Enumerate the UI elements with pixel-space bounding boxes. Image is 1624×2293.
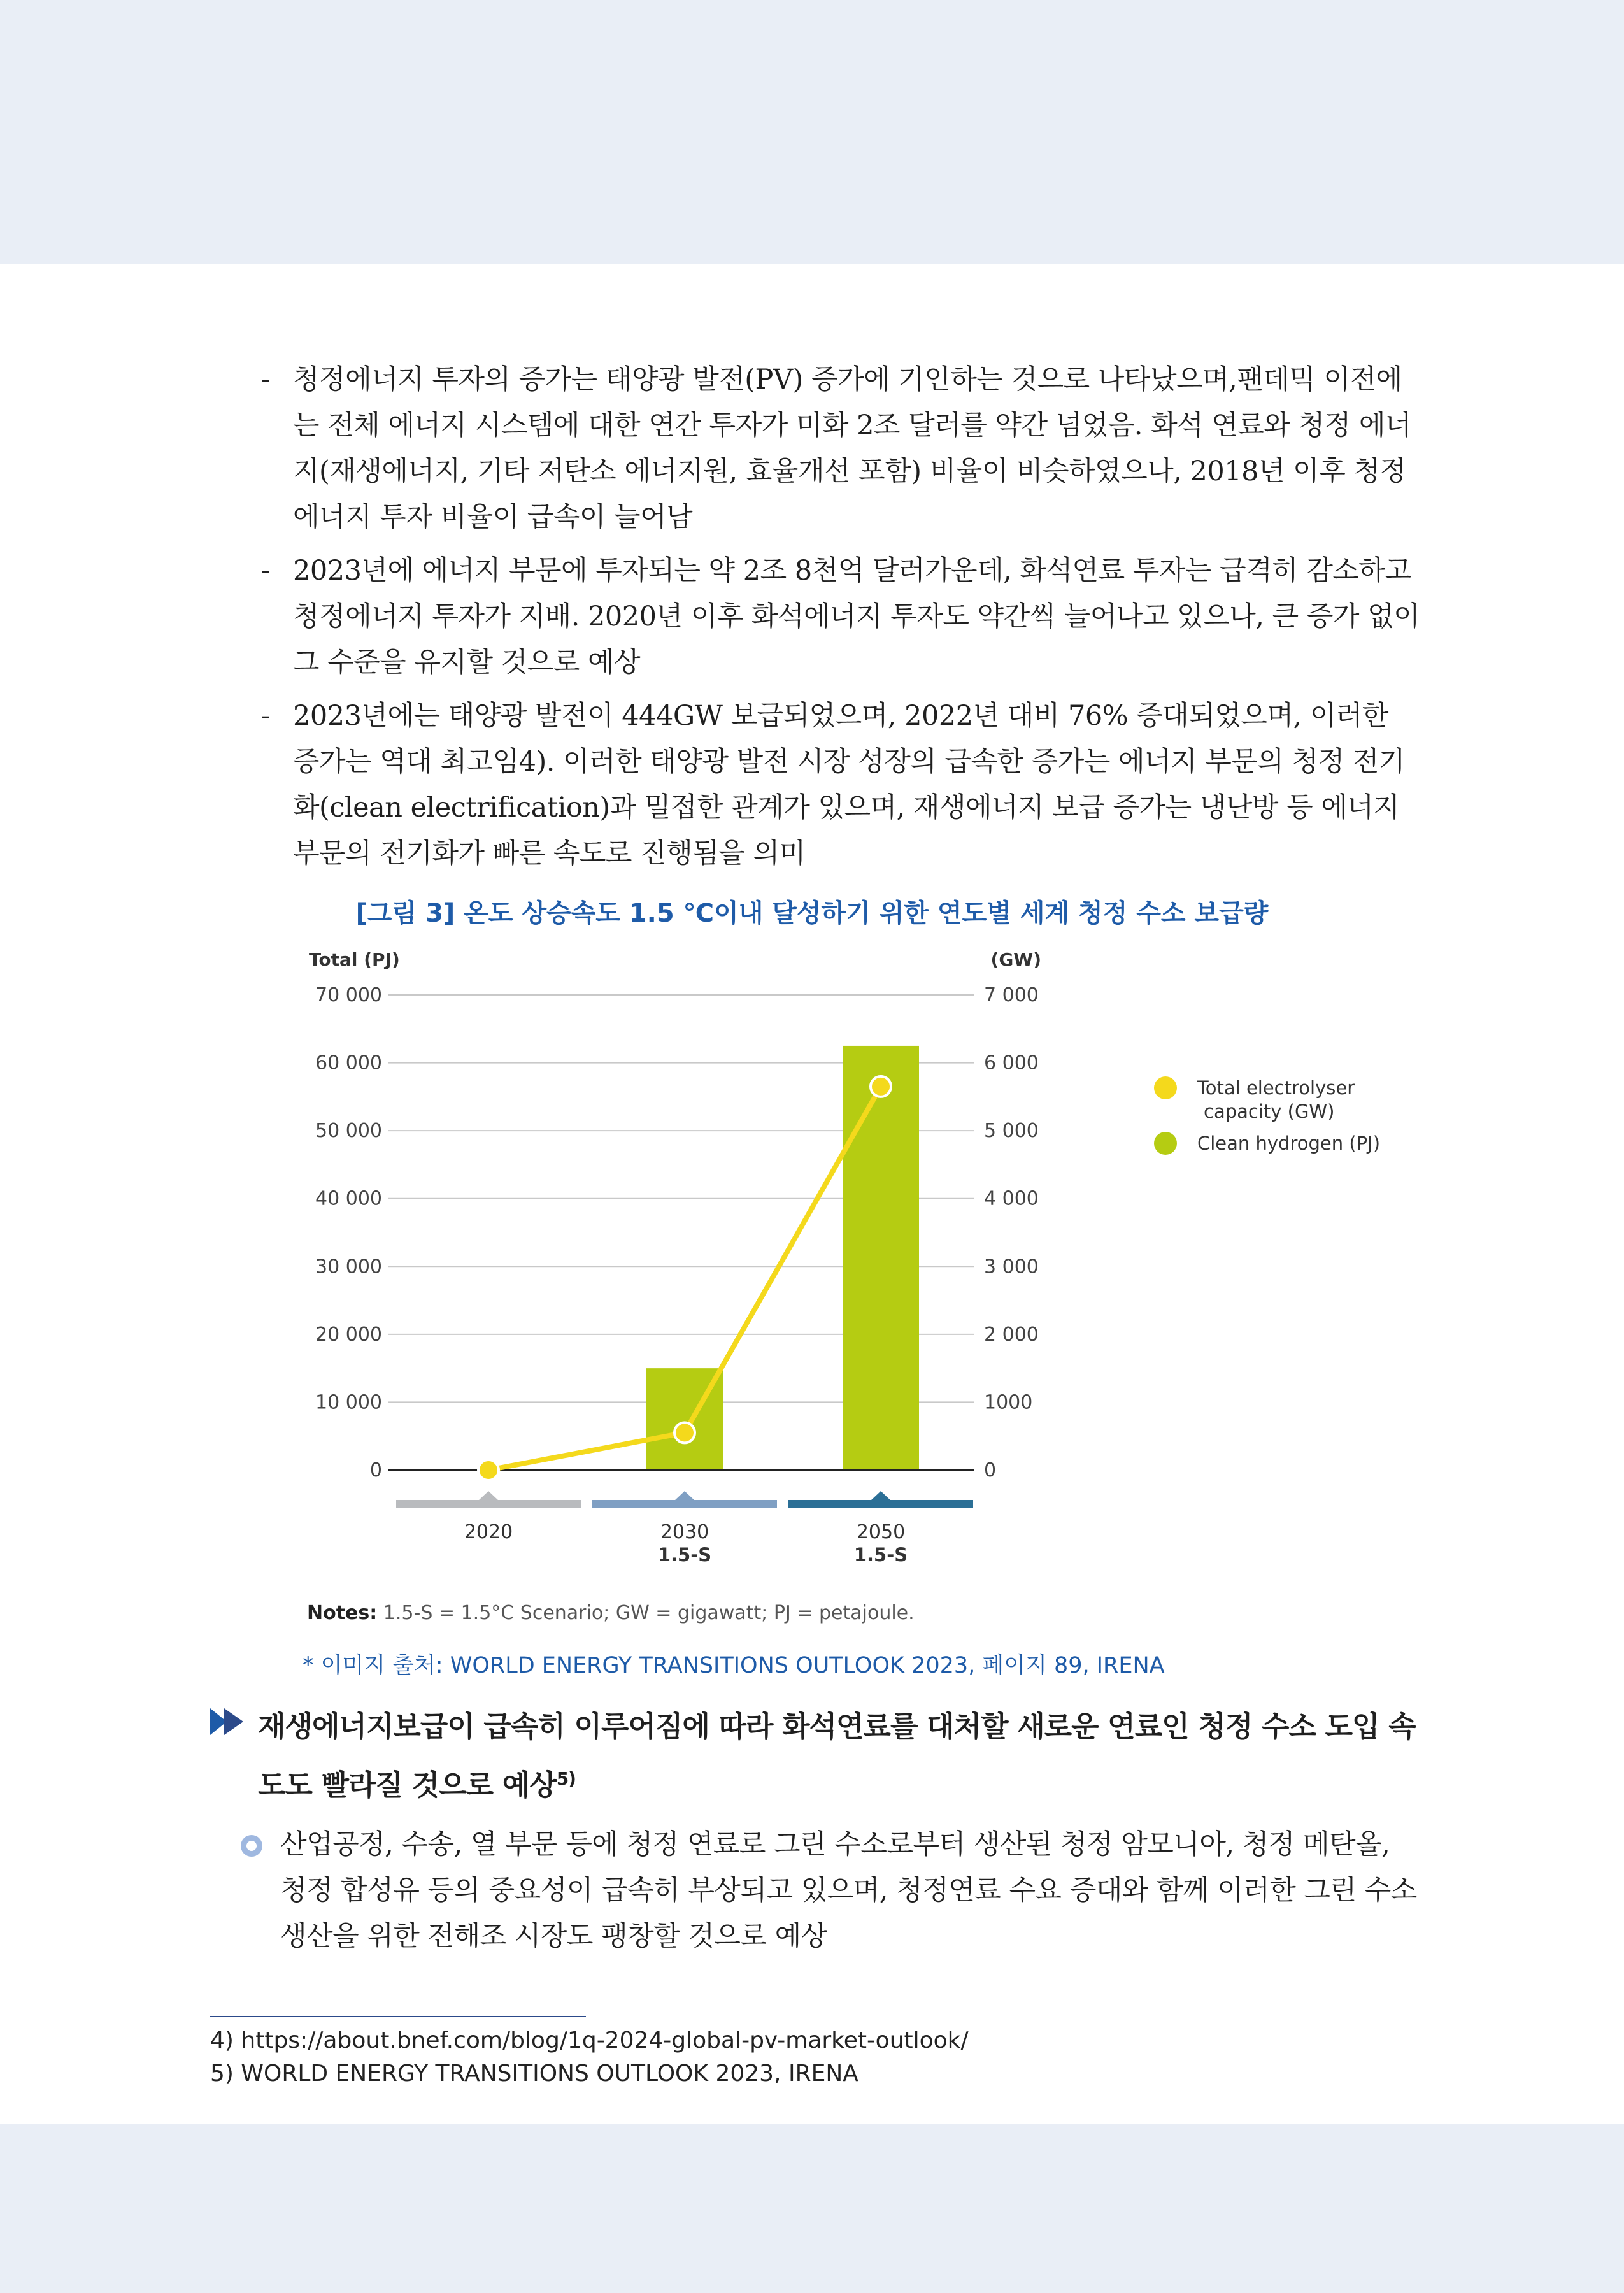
legend-swatch	[1154, 1132, 1177, 1155]
category-marker	[871, 1491, 891, 1501]
left-tick-label: 40 000	[315, 1187, 382, 1210]
left-tick-label: 60 000	[315, 1052, 382, 1075]
line-point	[478, 1460, 499, 1480]
footnotes	[210, 2024, 969, 2090]
left-tick-label: 50 000	[315, 1120, 382, 1143]
circle-bullet-text: 산업공정, 수송, 열 부문 등에 청정 연료로 그린 수소로부터 생산된 청정 암모니아, 청정 메탄올, 청정 합성유 등의 중요성이 급속히 부상되고 있으며, 청정연료 수요 증대와 함께 이러한 그린 수소생산을 위한 전해조 시장도 팽창할 것으로 예상	[280, 1829, 1417, 1952]
chart	[293, 943, 1439, 1631]
chart-svg	[293, 943, 1439, 1631]
line-point	[674, 1422, 695, 1443]
bullet-text: 청정에너지 투자의 증가는 태양광 발전(PV) 증가에 기인하는 것으로 나타났으며,팬데믹 이전에는 전체 에너지 시스템에 대한 연간 투자가 미화 2조 달러를 약간 넘었음. 화석 연료와 청정 에너지(재생에너지, 기타 저탄소 에너지원, 효율개선 포함) 비율이 비슷하였으나, 2018년 이후 청정에너지 투자 비율이 급속이 늘어남	[293, 364, 1411, 533]
category-label: 2030	[660, 1521, 709, 1543]
figure-caption: [그림 3] 온도 상승속도 1.5 ℃이내 달성하기 위한 연도별 세계 청정 수소 보급량	[355, 899, 1269, 928]
circle-bullet-icon	[239, 1833, 264, 1859]
legend-label: Clean hydrogen (PJ)	[1197, 1132, 1381, 1154]
line-point	[871, 1076, 891, 1097]
bottom-band	[0, 2124, 1624, 2293]
chart-notes: Notes: 1.5-S = 1.5°C Scenario; GW = gigawatt; PJ = petajoule.	[307, 1602, 915, 1624]
footnote-rule	[210, 2016, 586, 2017]
bullet-text: 2023년에 에너지 부문에 투자되는 약 2조 8천억 달러가운데, 화석연료 투자는 급격히 감소하고 청정에너지 투자가 지배. 2020년 이후 화석에너지 투자도 약간씩 늘어나고 있으나, 큰 증가 없이 그 수준을 유지할 것으로 예상	[293, 555, 1420, 678]
bullet-list	[261, 357, 1420, 884]
category-marker	[478, 1491, 499, 1501]
category-label: 2050	[856, 1521, 906, 1543]
bullet-item: - 2023년에 에너지 부문에 투자되는 약 2조 8천억 달러가운데, 화석연료 투자는 급격히 감소하고 청정에너지 투자가 지배. 2020년 이후 화석에너지 투자도 약간씩 늘어나고 있으나, 큰 증가 없이 그 수준을 유지할 것으로 예상	[261, 548, 1420, 685]
right-tick-label: 3 000	[984, 1255, 1039, 1278]
category-label: 2020	[464, 1521, 513, 1543]
footnote: 4) https://about.bnef.com/blog/1q-2024-global-pv-market-outlook/	[210, 2027, 969, 2054]
category-sublabel: 1.5-S	[853, 1544, 908, 1566]
right-tick-label: 6 000	[984, 1052, 1039, 1075]
double-arrow-icon	[210, 1706, 247, 1738]
right-axis-label: (GW)	[990, 949, 1041, 970]
legend-swatch	[1154, 1076, 1177, 1099]
left-axis-label: Total (PJ)	[309, 949, 400, 970]
right-tick-label: 7 000	[984, 984, 1039, 1006]
right-tick-label: 5 000	[984, 1120, 1039, 1143]
top-band	[0, 0, 1624, 264]
headline-text: 재생에너지보급이 급속히 이루어짐에 따라 화석연료를 대처할 새로운 연료인 청정 수소 도입 속도도 빨라질 것으로 예상	[258, 1710, 1416, 1802]
left-tick-label: 0	[369, 1459, 382, 1482]
bullet-item: - 청정에너지 투자의 증가는 태양광 발전(PV) 증가에 기인하는 것으로 나타났으며,팬데믹 이전에는 전체 에너지 시스템에 대한 연간 투자가 미화 2조 달러를 약간 넘었음. 화석 연료와 청정 에너지(재생에너지, 기타 저탄소 에너지원, 효율개선 포함) 비율이 비슷하였으나, 2018년 이후 청정에너지 투자 비율이 급속이 늘어남	[261, 357, 1420, 540]
legend-label: Total electrolyser	[1197, 1077, 1355, 1099]
headline-footnote-ref: 5)	[556, 1768, 576, 1789]
bar	[843, 1046, 919, 1470]
category-marker	[674, 1491, 695, 1501]
right-tick-label: 1000	[984, 1391, 1033, 1414]
bullet-text: 2023년에는 태양광 발전이 444GW 보급되었으며, 2022년 대비 76% 증대되었으며, 이러한 증가는 역대 최고임4). 이러한 태양광 발전 시장 성장의 급속한 증가는 에너지 부문의 청정 전기화(clean electrification)과 밀접한 관계가 있으며, 재생에너지 보급 증가는 냉난방 등 에너지 부문의 전기화가 빠른 속도로 진행됨을 의미	[293, 700, 1405, 869]
bullet-item: - 2023년에는 태양광 발전이 444GW 보급되었으며, 2022년 대비 76% 증대되었으며, 이러한 증가는 역대 최고임4). 이러한 태양광 발전 시장 성장의 급속한 증가는 에너지 부문의 청정 전기화(clean electrification)과 밀접한 관계가 있으며, 재생에너지 보급 증가는 냉난방 등 에너지 부문의 전기화가 빠른 속도로 진행됨을 의미	[261, 693, 1420, 876]
right-tick-label: 0	[984, 1459, 997, 1482]
footnote: 5) WORLD ENERGY TRANSITIONS OUTLOOK 2023, IRENA	[210, 2061, 858, 2087]
category-sublabel: 1.5-S	[657, 1544, 712, 1566]
category-band	[788, 1500, 973, 1508]
left-tick-label: 30 000	[315, 1255, 382, 1278]
left-tick-label: 10 000	[315, 1391, 382, 1414]
left-tick-label: 20 000	[315, 1323, 382, 1346]
image-source: * 이미지 출처: WORLD ENERGY TRANSITIONS OUTLOOK 2023, 페이지 89, IRENA	[303, 1653, 1165, 1678]
right-tick-label: 4 000	[984, 1187, 1039, 1210]
left-tick-label: 70 000	[315, 984, 382, 1006]
category-band	[396, 1500, 581, 1508]
category-band	[592, 1500, 777, 1508]
right-tick-label: 2 000	[984, 1323, 1039, 1346]
legend-label: capacity (GW)	[1204, 1101, 1335, 1122]
